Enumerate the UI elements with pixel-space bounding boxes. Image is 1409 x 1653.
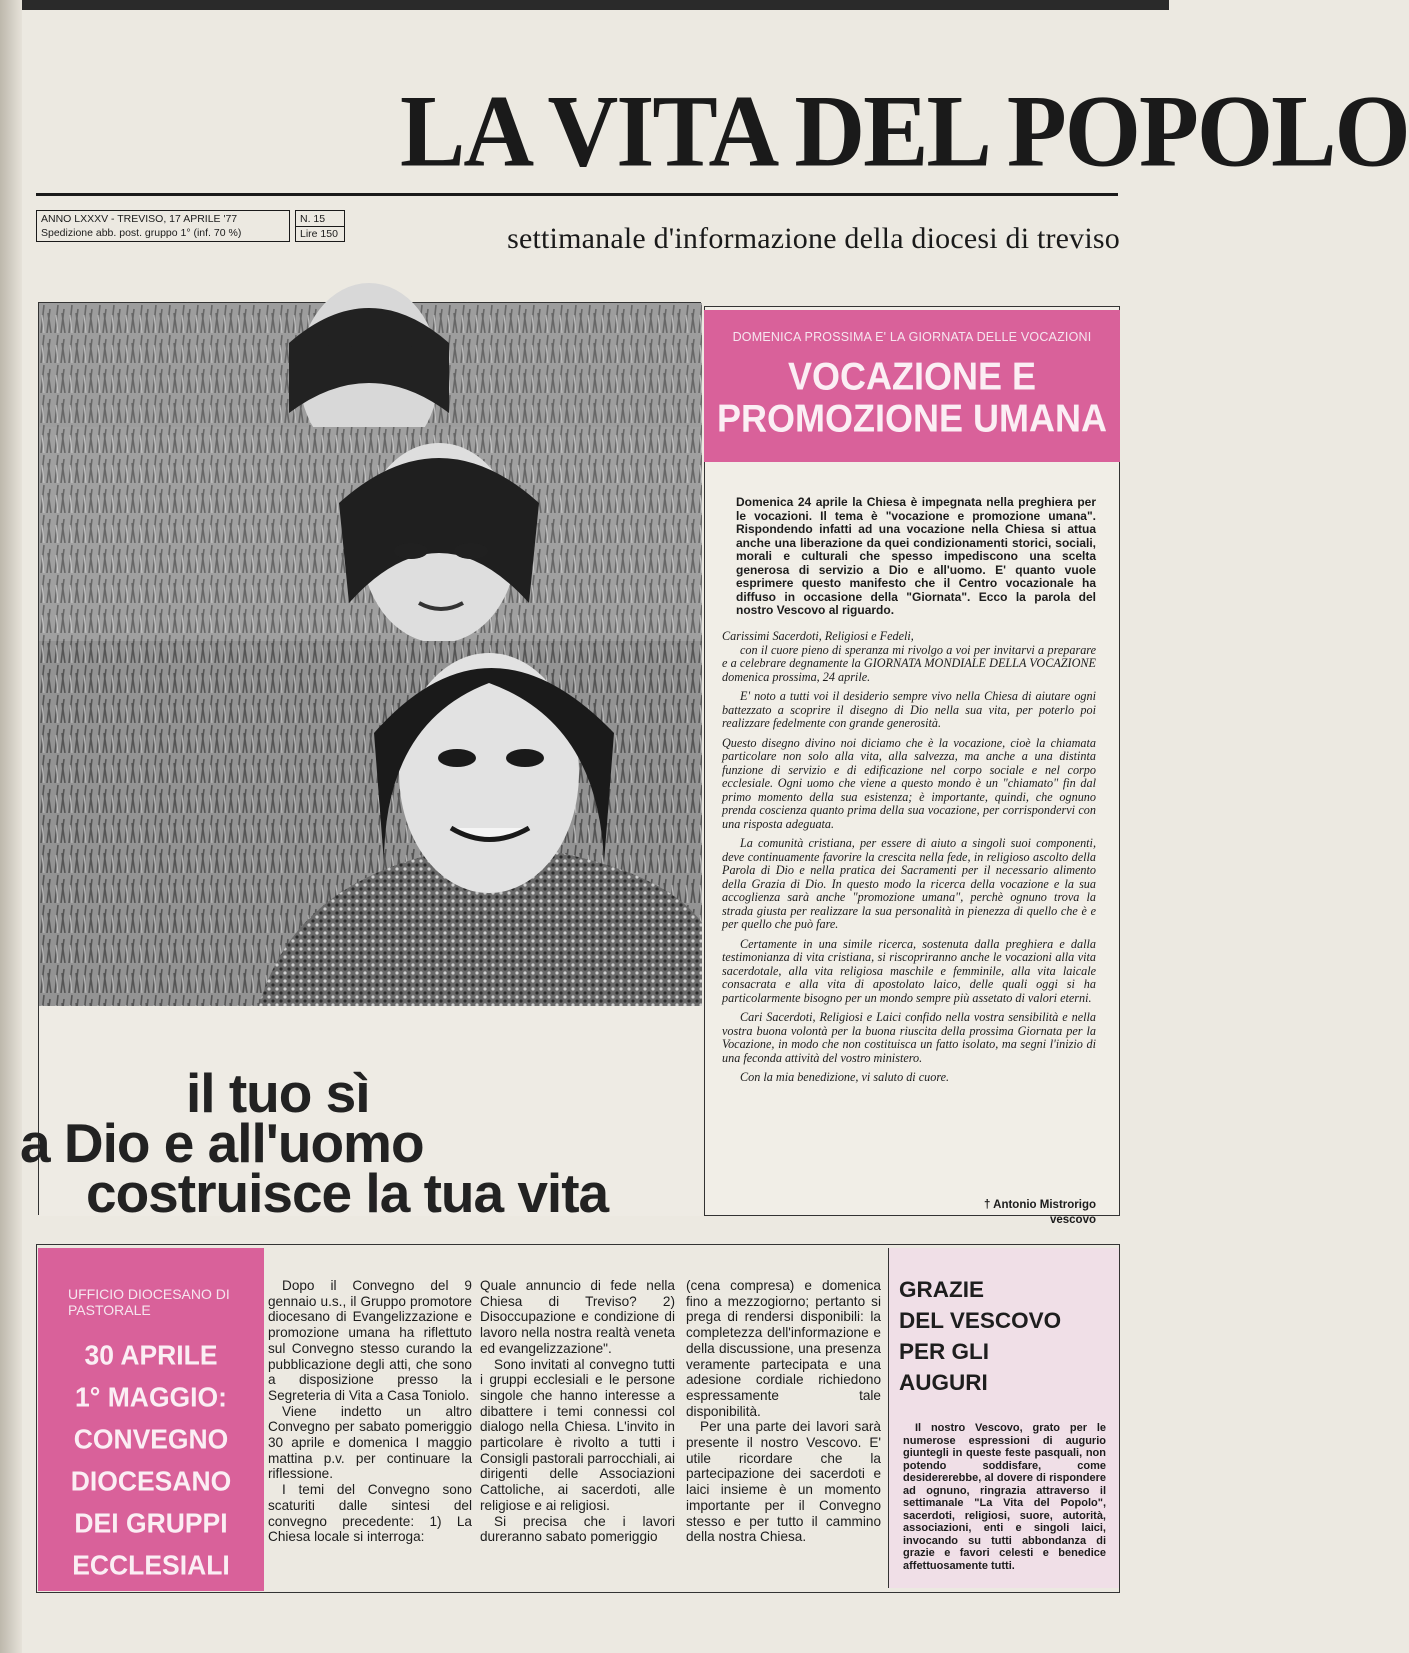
letter-salutation: Carissimi Sacerdoti, Religiosi e Fedeli, [722,629,914,643]
slogan-line-1: il tuo sì [186,1062,370,1124]
convegno-paragraph: Sono invitati al convegno tutti i gruppi ecclesiali e le persone singole che hanno interesse a dibattere i temi connessi col dialogo nella Chiesa. L'invito in particolare è rivolto a tutti i Consigli pastorali parrocchiali, ai dirigenti delle Associazioni Cattoliche, ai sacerdoti, alle religiose e ai religiosi. [480,1356,675,1513]
convegno-column-1 [268,1278,472,1545]
convegno-paragraph: Si precisa che i lavori dureranno sabato pomeriggio [480,1513,675,1545]
convegno-paragraph: Viene indetto un altro Convegno per sabato pomeriggio 30 aprile e domenica I maggio mattina p.v. per continuare la riflessione. [268,1403,472,1482]
thanks-headline-line: DEL VESCOVO [899,1308,1062,1333]
masthead-rule [36,193,1118,196]
convegno-headline-line: CONVEGNO [73,1423,229,1455]
letter-paragraph: Questo disegno divino noi diciamo che è la vocazione, cioè la chiamata particolare non solo alla vita, alla salvezza, ma anche a una distinta funzione di servizio e di edificazione nel corpo sociale e nel corpo ecclesiale. Ogni uomo che viene a questo mondo è un "chiamato" fin dal primo momento della sua esistenza; è importante, quindi, che ognuno prenda coscienza quanto prima della sua vocazione, per corrispondervi con una risposta adeguata. [722,735,1096,831]
signature-role: vescovo [1049,1214,1096,1226]
thanks-body [903,1422,1106,1572]
convegno-column-3 [686,1278,881,1545]
poster-slogan [20,1062,701,1225]
slogan-line-2: a Dio e all'uomo [20,1112,424,1174]
thanks-headline [899,1274,1061,1398]
slogan-line-3: costruisce la tua vita [86,1162,609,1224]
letter-paragraph: La comunità cristiana, per essere di aiuto a singoli suoi componenti, deve continuamente favorire la crescita nella fede, in religioso ascolto della Parola di Dio e nella pratica dei Sacramenti per il necessario alimento della Grazia di Dio. In questo modo la ricerca della vocazione e la sua accoglienza sarà anche "promozione umana", perchè ognuno trova la strada giusta per realizzare la sua personalità in pienezza di quello che è e per quello che può fare. [722,836,1096,931]
thanks-paragraph: Il nostro Vescovo, grato per le numerose espressioni di augurio giuntegli in queste feste pasquali, non potendo soddisfare, come desidererebbe, al dovere di rispondere ad ognuno, ringrazia attraverso il settimanale "La Vita del Popolo", sacerdoti, religiosi, suore, autorità, associazioni, enti e singoli laici, invocando su tutti abbondanza di grazie e favori celesti e benedice affettuosamente tutti. [903,1422,1106,1572]
vocation-kicker: DOMENICA PROSSIMA E' LA GIORNATA DELLE VOCAZIONI [732,330,1092,344]
edition-info-line2: Spedizione abb. post. gruppo 1° (inf. 70 %) [41,227,242,239]
letter-closing: Con la mia benedizione, vi saluto di cuore. [740,1070,950,1084]
vocation-intro: Domenica 24 aprile la Chiesa è impegnata nella preghiera per le vocazioni. Il tema è "vocazione e promozione umana". Rispondendo infatti ad una vocazione nella Chiesa si attua anche una liberazione da quei condizionamenti storici, sociali, morali e culturali che spesso impediscono una scelta generosa di servizio a Dio e all'uomo. E' quanto vuole esprimere questo manifesto che il Centro vocazionale ha diffuso in occasione della "Giornata". Ecco la parola del nostro Vescovo al riguardo. [736,495,1096,617]
convegno-header [38,1248,264,1591]
vocation-article-header [704,310,1120,462]
issue-price: Lire 150 [296,226,344,241]
vocation-headline-line2: PROMOZIONE UMANA [717,395,1107,441]
issue-number: N. 15 [300,213,326,225]
thanks-headline-line: PER GLI [899,1339,990,1364]
page-top-edge [0,0,1169,10]
letter-paragraph: Cari Sacerdoti, Religiosi e Laici confido nella vostra sensibilità e nella vostra buona volontà per la buona riuscita della prossima Giornata per la Vocazione, in modo che non costituisca un fatto isolato, ma segni l'inizio di una feconda attività del vostro ministero. [722,1010,1096,1065]
masthead-subtitle: settimanale d'informazione della diocesi di treviso [507,222,1120,255]
vocation-headline [704,355,1120,439]
vocation-headline-line1: VOCAZIONE E [787,353,1037,399]
issue-box [295,210,345,242]
convegno-paragraph: Per una parte dei lavori sarà presente il nostro Vescovo. E' utile ricordare che la partecipazione dei sacerdoti e laici insieme è un momento importante per il Convegno stesso e per tutto il cammino della nostra Chiesa. [686,1419,881,1545]
convegno-column-2 [480,1278,675,1545]
convegno-paragraph: (cena compresa) e domenica fino a mezzogiorno; pertanto si prega di rendersi disponibili: la completezza dell'informazione e della discussione, una presenza veramente partecipata e una adesione cordiale richiedono espressamente tale disponibilità. [686,1278,881,1419]
masthead-title: LA VITA DEL POPOLO [400,75,1409,189]
letter-paragraph: Certamente in una simile ricerca, sostenuta dalla preghiera e dalla testimonianza di vita cristiana, si riscopriranno anche le vocazioni alla vita sacerdotale, alla vita religiosa maschile e femminile, alla vita laicale consacrata e alla vita di apostolato laico, delle quali oggi si ha particolarmente bisogno per un mondo sempre più assetato di valori eterni. [722,936,1096,1005]
thanks-article [888,1248,1119,1588]
bishop-letter [722,630,1096,1091]
letter-paragraph: E' noto a tutti voi il desiderio sempre vivo nella Chiesa di aiutare ogni battezzato a scoprire il disegno di Dio nella sua vita, per poterlo poi realizzare fedelmente con grande generosità. [722,689,1096,730]
binding-shadow [0,0,22,1653]
convegno-paragraph: Dopo il Convegno del 9 gennaio u.s., il Gruppo promotore diocesano di Evangelizzazione e promozione umana ha riflettuto sul Convegno stesso curando la pubblicazione degli atti, che sono a disposizione presso la Segreteria di Vita a Casa Toniolo. [268,1278,472,1403]
convegno-headline-line: ECCLESIALI [72,1549,230,1581]
edition-info [36,210,290,242]
letter-signature [900,1198,1096,1228]
convegno-headline-line: 1° MAGGIO: [75,1381,227,1413]
thanks-headline-line: AUGURI [899,1370,988,1395]
convegno-office [68,1286,238,1318]
convegno-paragraph: Quale annuncio di fede nella Chiesa di Treviso? 2) Disoccupazione e condizione di lavoro nella nostra realtà veneta ed evangelizzazione". [480,1278,675,1356]
letter-paragraph: con il cuore pieno di speranza mi rivolgo a voi per invitarvi a preparare e a celebrare degnamente la GIORNATA MONDIALE DELLA VOCAZIONE domenica prossima, 24 aprile. [722,642,1096,684]
convegno-headline-line: 30 APRILE [84,1339,218,1371]
thanks-headline-line: GRAZIE [899,1277,985,1302]
edition-info-line1: ANNO LXXXV - TREVISO, 17 APRILE '77 [41,213,238,225]
signature-name: † Antonio Mistrorigo [983,1199,1096,1211]
convegno-headline [38,1334,264,1586]
convegno-headline-line: DIOCESANO [70,1465,232,1497]
convegno-headline-line: DEI GRUPPI [74,1507,228,1539]
convegno-office-text: UFFICIO DIOCESANO DI PASTORALE [68,1286,230,1318]
convegno-paragraph: I temi del Convegno sono scaturiti dalle sintesi del convegno precedente: 1) La Chiesa locale si interroga: [268,1482,472,1545]
